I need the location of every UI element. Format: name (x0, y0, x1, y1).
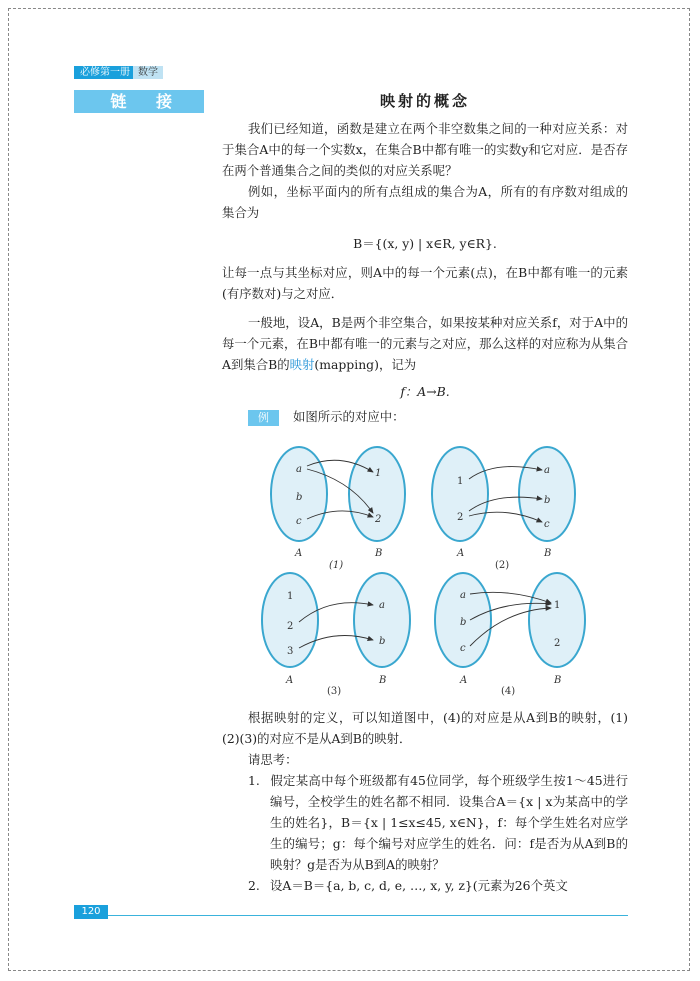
subject-label: 数学 (133, 66, 163, 79)
element: 1 (375, 468, 382, 479)
page-number: 120 (74, 905, 108, 919)
question-number: 2. (248, 878, 260, 893)
set-label: A (460, 675, 468, 686)
element: 1 (287, 591, 294, 602)
element: 1 (554, 600, 561, 611)
set-label: A (457, 548, 465, 559)
definition-text: 一般地，设A，B是两个非空集合，如果按某种对应关系f，对于A中的每一个元素，在B中都有唯一的元素与之对应，那么这样的对应称为从集合A到集合B的 (222, 315, 628, 372)
caption: (3) (327, 686, 342, 697)
caption: (1) (329, 560, 344, 571)
set-label: A (286, 675, 294, 686)
definition-text-end: (mapping)，记为 (314, 357, 417, 372)
set-label: B (554, 675, 562, 686)
set-label: B (544, 548, 552, 559)
paragraph: 我们已经知道，函数是建立在两个非空数集之间的一种对应关系：对于集合A中的每一个实数x，在集合B中都有唯一的实数y和它对应．是否存在两个普通集合之间的类似的对应关系呢？ (222, 121, 628, 178)
question-1 (222, 770, 628, 875)
arrows (299, 460, 551, 648)
paragraph: 例如，坐标平面内的所有点组成的集合为A，所有的有序数对组成的集合为 (222, 184, 628, 220)
paragraph: 根据映射的定义，可以知道图中，(4)的对应是从A到B的映射，(1)(2)(3)的对应不是从A到B的映射． (222, 710, 628, 746)
element: a (544, 465, 550, 476)
caption: (2) (495, 560, 510, 571)
book-label: 必修第一册 (74, 66, 136, 79)
element: c (296, 516, 302, 527)
term-mapping: 映射 (289, 357, 315, 372)
element: 2 (457, 512, 464, 523)
question-text: 设A＝B＝{a, b, c, d, e, …, x, y, z}(元素为26个英文 (270, 878, 568, 893)
page-title: 映射的概念 (379, 92, 470, 110)
equation: B＝{(x, y) | x∈R, y∈R}. (353, 236, 497, 251)
intro-text (222, 118, 628, 427)
think-heading: 请思考： (248, 752, 298, 767)
caption: (4) (501, 686, 516, 697)
element: b (379, 636, 386, 647)
element: 3 (287, 646, 294, 657)
ellipses (262, 447, 585, 667)
element: c (544, 519, 550, 530)
question-2 (222, 875, 628, 896)
example-tag: 例 (248, 410, 279, 426)
example-text: 如图所示的对应中： (293, 409, 405, 424)
element: a (296, 464, 302, 475)
element: a (460, 590, 466, 601)
mapping-diagrams (255, 440, 595, 700)
book-tag (74, 66, 163, 79)
element: b (460, 617, 467, 628)
set-label: B (379, 675, 387, 686)
element: c (460, 643, 466, 654)
question-number: 1. (248, 773, 260, 788)
footer-rule (74, 915, 628, 916)
element: 2 (375, 514, 382, 525)
element: 1 (457, 476, 464, 487)
paragraph: 让每一点与其坐标对应，则A中的每一个元素(点)，在B中都有唯一的元素(有序数对)与之对应． (222, 265, 628, 301)
element: b (296, 492, 303, 503)
set-label: B (375, 548, 383, 559)
set-label: A (295, 548, 303, 559)
element: 2 (287, 621, 294, 632)
question-text: 假定某高中每个班级都有45位同学，每个班级学生按1～45进行编号，全校学生的姓名都不相同．设集合A＝{x | x为某高中的学生的姓名}，B＝{x | 1≤x≤45, x∈N}，f：每个学生姓名对应学生的编号；g：每个编号对应学生的姓名．问：f是否为从A到B的映射？g是否为从B到A的映射？ (270, 773, 628, 872)
definition-paragraph (222, 312, 628, 375)
discussion-text (222, 707, 628, 896)
example-line (222, 406, 628, 427)
element: a (379, 600, 385, 611)
section-band: 链 接 (74, 90, 204, 113)
element: 2 (554, 638, 561, 649)
equation: f：A→B. (400, 384, 450, 399)
element: b (544, 495, 551, 506)
